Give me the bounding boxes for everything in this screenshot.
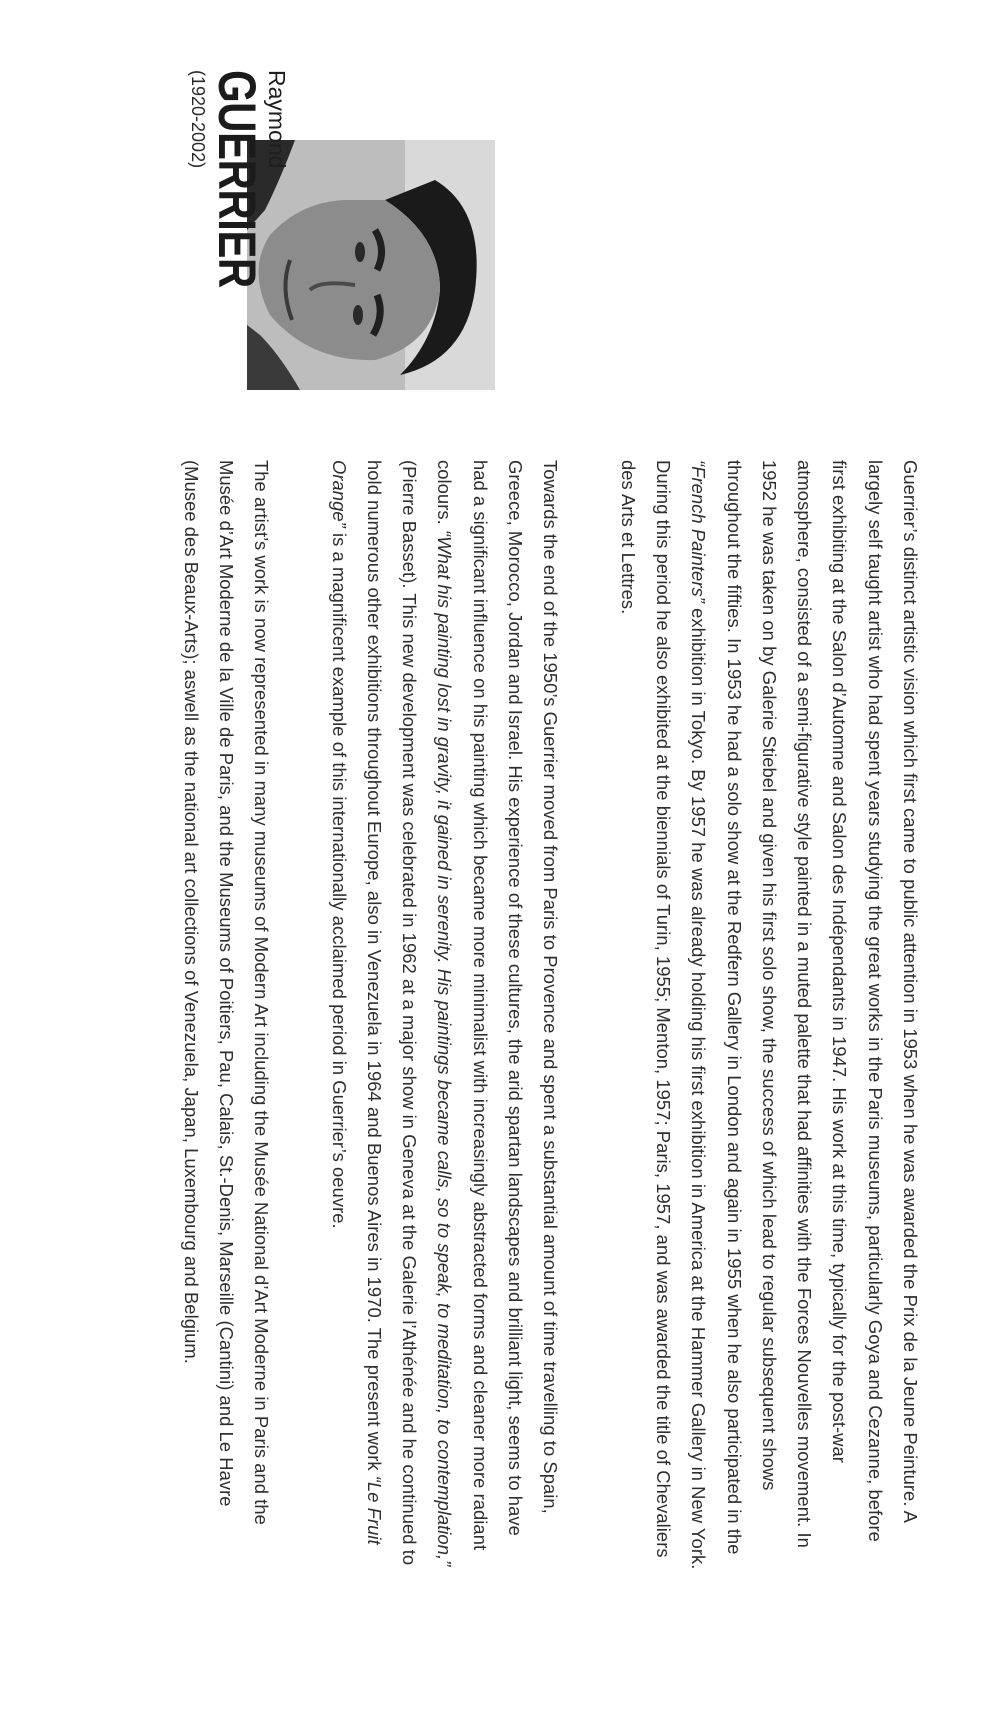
italic-quote-run: “What his painting lost in gravity, it gained in serenity. His paintings became calls, so to speak, to meditation, to contemplation,” [434, 529, 456, 1567]
artist-header [187, 70, 290, 370]
artist-life-years: (1920-2002) [188, 70, 208, 169]
biography-paragraph [173, 460, 279, 1570]
artist-first-name: Raymond [264, 70, 290, 169]
biography-paragraph [610, 460, 928, 1570]
text-run: (Pierre Basset). This new development was celebrated in 1962 at a major show in Geneva at the Galerie l’Athénée and he continued to hold numerous other exhibitions throughout Europe, also in Venezuela in 1964 and Buenos Aires in 1970. The present work [363, 460, 421, 1566]
text-run: exhibition in Tokyo. By 1957 he was already holding his first exhibition in America at the Hammer Gallery in New York. During this period he also exhibited at the biennials of Turin, 1955; Menton, 1957; Paris, 1957, and was awarded the title of Chevaliers des Arts et Lettres. [617, 460, 710, 1570]
italic-quote-run: “French Painters” [688, 460, 710, 603]
text-run: The artist’s work is now represented in many museums of Modern Art including the Musée National d’Art Moderne in Paris and the Musée d’Art Moderne de la Ville de Paris, and the Museums of Poitiers, Pau, Calais, St.-Denis, Marseille (Cantini) and Le Havre (Musee des Beaux-Arts); aswell as the national art collections of Venezuela, Japan, Luxembourg and Belgium. [180, 460, 273, 1525]
biography-paragraph [321, 460, 568, 1570]
text-run: Guerrier’s distinct artistic vision which first came to public attention in 1953 when he was awarded the Prix de la Jeune Peinture. A largely self taught artist who had spent years studying the great works in the Paris museums, particularly Goya and Cezanne, before first exhibiting at the Salon d’Automne and Salon des Indépendants in 1947. His work at this time, typically for the post-war atmosphere, consisted of a semi-figurative style painted in a muted palette that had affinities with the Forces Nouvelles movement. In 1952 he was taken on by Galerie Stiebel and given his first solo show, the success of which lead to regular subsequent shows throughout the fifties. In 1953 he had a solo show at the Redfern Gallery in London and again in 1955 when he also participated in the [723, 460, 921, 1555]
text-run: is a magnificent example of this internationally acclaimed period in Guerrier’s oeuvre. [328, 527, 350, 1229]
biography-text [131, 460, 928, 1570]
artist-last-name: GUERRIER [207, 70, 267, 288]
text-run: Towards the end of the 1950’s Guerrier moved from Paris to Provence and spent a substantial amount of time travelling to Spain, Greece, Morocco, Jordan and Israel. His experience of these cultures, the arid spartan landscapes and brilliant light, seems to have had a significant influence on his painting which became more minimalist with increasingly abstracted forms and cleaner more radiant colours. [434, 460, 562, 1551]
italic-quote-run: “Le Fruit Orange” [328, 460, 385, 1545]
